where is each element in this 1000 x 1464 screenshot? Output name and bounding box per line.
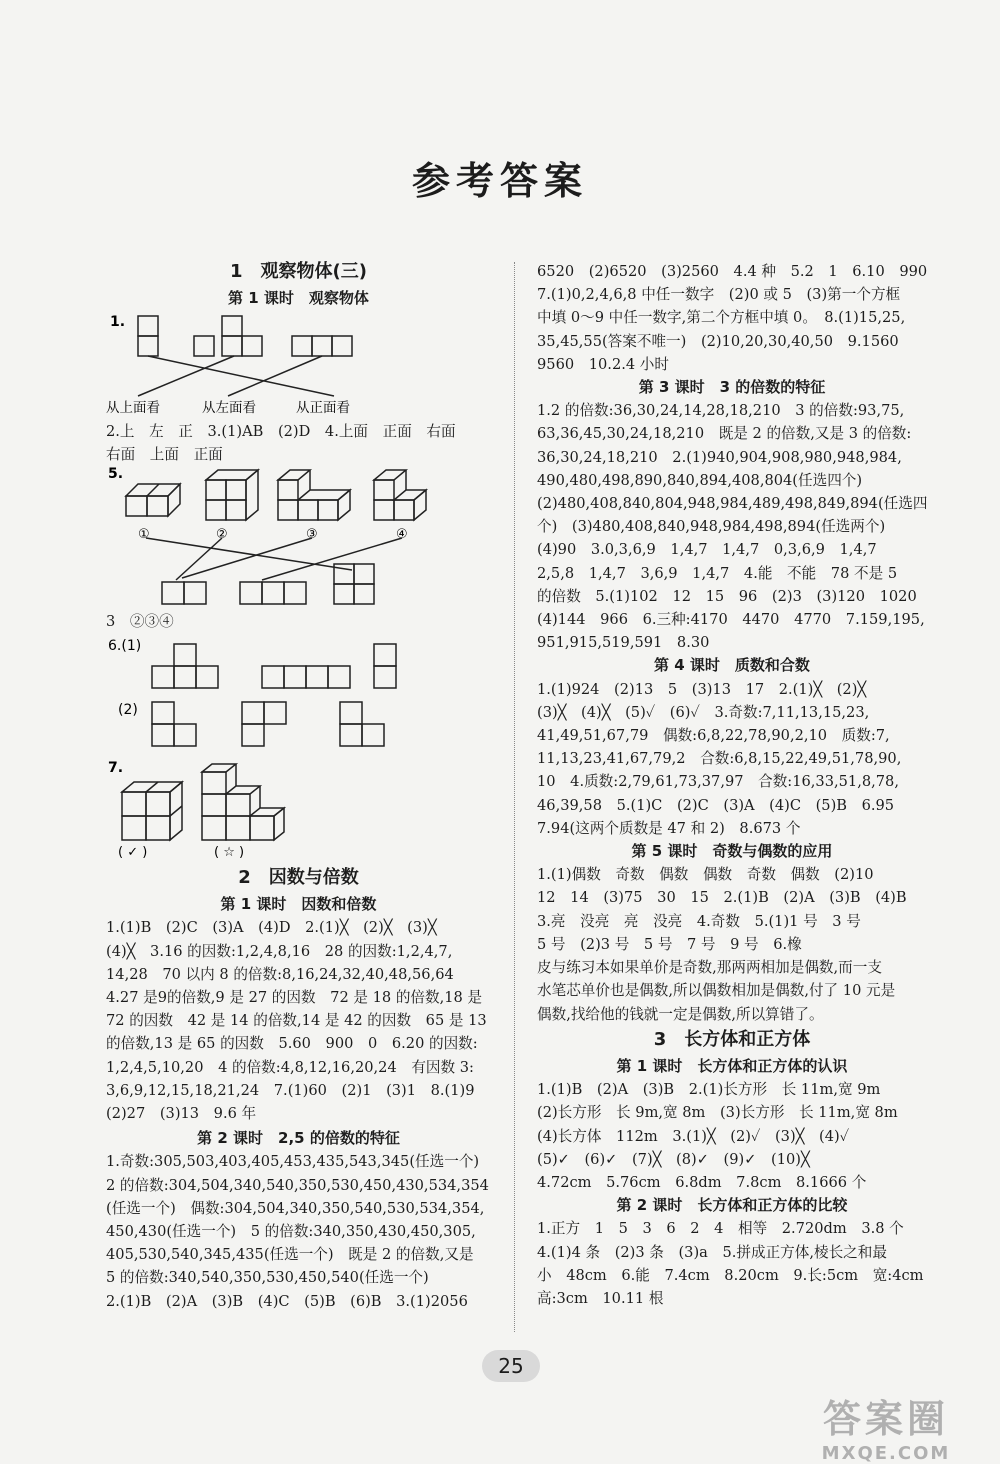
q1-square	[222, 336, 242, 356]
q5-match-line	[146, 538, 352, 570]
answer-line: (2)27 (3)13 9.6 年	[106, 1105, 257, 1123]
answer-line: 10 4.质数:2,79,61,73,37,97 合数:16,33,51,8,78,	[537, 773, 899, 791]
answer-line: 的倍数,13 是 65 的因数 5.60 900 0 6.20 的因数:	[106, 1035, 478, 1053]
answer-line: 4.27 是9的倍数,9 是 27 的因数 72 是 18 的倍数,18 是	[106, 989, 483, 1007]
answer-line: 中填 0～9 中任一数字,第二个方框中填 0。 8.(1)15,25,	[537, 309, 906, 327]
q6-figure	[106, 636, 506, 758]
answer-line: 7.94(这两个质数是 47 和 2) 8.673 个	[537, 819, 801, 837]
lesson-2-1-answers	[106, 916, 491, 1125]
q5-solid-1	[126, 484, 180, 516]
answer-line: (2)480,408,840,804,948,984,489,498,849,894(任选四	[537, 495, 927, 513]
q5-mark-4: ④	[396, 527, 408, 542]
answer-line: 63,36,45,30,24,18,210 既是 2 的倍数,又是 3 的倍数:	[537, 425, 912, 443]
answer-line: 490,480,498,890,840,894,408,804(任选四个)	[537, 471, 863, 489]
q6-view-1a	[152, 644, 218, 688]
answer-line: 2.上 左 正 3.(1)AB (2)D 4.上面 正面 右面	[106, 423, 456, 440]
answer-line: 皮与练习本如果单价是奇数,那两两相加是偶数,而一支	[537, 959, 882, 977]
answer-line: 11,13,23,41,67,79,2 合数:6,8,15,22,49,51,78,90,	[537, 750, 902, 768]
lesson-2-3-answers	[537, 399, 927, 654]
answer-line: 3.亮 没亮 亮 没亮 4.奇数 5.(1)1 号 3 号	[537, 912, 861, 930]
q1-match-line	[138, 356, 234, 396]
chapter-1-heading: 1 观察物体(三)	[230, 261, 367, 282]
q1-square	[194, 336, 214, 356]
continued-answers	[537, 260, 927, 376]
q5-number: 5.	[108, 466, 124, 482]
lesson-1-1-heading: 第 1 课时 观察物体	[228, 289, 369, 308]
q6-view-1b	[262, 666, 350, 688]
answer-line: 3 ②③④	[106, 613, 174, 630]
answer-line: 4.(1)4 条 (2)3 条 (3)a 5.拼成正方体,棱长之和最	[537, 1243, 887, 1261]
answer-line: 高:3cm 10.11 根	[537, 1289, 664, 1307]
left-column-bottom	[106, 864, 491, 1313]
answer-line: 偶数,找给他的钱就一定是偶数,所以算错了。	[537, 1005, 824, 1023]
answer-line: 1.(1)924 (2)13 5 (3)13 17 2.(1)╳ (2)╳	[537, 680, 867, 698]
q7-mark-1: ( ✓ )	[118, 845, 148, 860]
lesson-2-3-heading: 第 3 课时 3 的倍数的特征	[638, 378, 826, 397]
q1-square	[332, 336, 352, 356]
q5-view-2	[240, 582, 306, 604]
q6-view-2c	[340, 702, 384, 746]
watermark-url: MXQE.COM	[821, 1443, 951, 1464]
lesson-2-4-heading: 第 4 课时 质数和合数	[654, 656, 810, 675]
q1-square	[138, 316, 158, 336]
q1-label-left: 从左面看	[202, 400, 256, 416]
q1-square	[292, 336, 312, 356]
q5-match-line	[182, 538, 312, 578]
answer-line: 1.2 的倍数:36,30,24,14,28,18,210 3 的倍数:93,75,	[537, 402, 905, 420]
column-divider	[514, 262, 515, 1332]
answer-line: (2)长方形 长 9m,宽 8m (3)长方形 长 11m,宽 8m	[537, 1104, 898, 1122]
q6-view-2a	[152, 702, 196, 746]
lesson-2-4-answers	[537, 678, 927, 840]
q5-solid-4	[374, 470, 426, 520]
q5-mark-2: ②	[216, 527, 228, 542]
answer-line: 6520 (2)6520 (3)2560 4.4 种 5.2 1 6.10 990	[537, 263, 927, 280]
q5-view-3	[334, 564, 374, 604]
answer-line: 2 的倍数:304,504,340,540,350,530,450,430,534,354	[106, 1176, 489, 1194]
answer-line: 1.(1)B (2)C (3)A (4)D 2.(1)╳ (2)╳ (3)╳	[106, 919, 437, 937]
q1-square	[138, 336, 158, 356]
answer-line: 5 号 (2)3 号 5 号 7 号 9 号 6.橡	[537, 935, 802, 953]
page-number: 25	[482, 1350, 540, 1382]
q6-view-1c	[374, 644, 396, 688]
chapter-2-heading: 2 因数与倍数	[238, 867, 359, 888]
lesson-2-1-heading: 第 1 课时 因数和倍数	[220, 895, 377, 914]
answer-line: (4)144 966 6.三种:4170 4470 4770 7.159,195,	[537, 611, 925, 629]
answer-line: 右面 上面 正面	[106, 446, 223, 464]
page-title: 参考答案	[411, 159, 588, 203]
q7-figure	[106, 758, 506, 860]
q5-answer	[106, 610, 491, 633]
answer-line: 405,530,540,345,435(任选一个) 既是 2 的倍数,又是	[106, 1246, 474, 1264]
q5-view-1	[162, 582, 206, 604]
q5-mark-1: ①	[138, 527, 150, 542]
answer-line: 3,6,9,12,15,18,21,24 7.(1)60 (2)1 (3)1 8.(1)9	[106, 1081, 475, 1099]
lesson-2-5-heading: 第 5 课时 奇数与偶数的应用	[631, 842, 833, 861]
answer-line: 水笔芯单价也是偶数,所以偶数相加是偶数,付了 10 元是	[537, 982, 896, 1000]
q1-square	[242, 336, 262, 356]
q6-view-2b	[242, 702, 286, 746]
answer-line: (5)✓ (6)✓ (7)╳ (8)✓ (9)✓ (10)╳	[537, 1150, 810, 1168]
right-column	[537, 260, 927, 1310]
answer-line: 36,30,24,18,210 2.(1)940,904,908,980,948,984,	[537, 448, 902, 466]
q2-answers	[106, 420, 491, 466]
watermark-logo-text: 答案圈	[822, 1397, 949, 1441]
answer-line: 951,915,519,591 8.30	[537, 634, 710, 652]
answer-line: 12 14 (3)75 30 15 2.(1)B (2)A (3)B (4)B	[537, 889, 907, 907]
q1-square	[222, 316, 242, 336]
chapter-3-heading: 3 长方体和正方体	[653, 1028, 811, 1050]
q7-mark-2: ( ☆ )	[214, 845, 245, 860]
q5-solid-3	[278, 470, 350, 520]
answer-line: 46,39,58 5.(1)C (2)C (3)A (4)C (5)B 6.95	[537, 796, 895, 814]
lesson-3-1-answers	[537, 1078, 927, 1194]
lesson-2-5-answers	[537, 863, 927, 1025]
q7-solid-1	[122, 782, 182, 840]
answer-line: 450,430(任选一个) 5 的倍数:340,350,430,450,305,	[106, 1223, 476, 1241]
answer-line: 1.奇数:305,503,403,405,453,435,543,345(任选一个)	[106, 1153, 480, 1171]
answer-line: (4)长方体 112m 3.(1)╳ (2)✓ (3)╳ (4)✓	[537, 1127, 850, 1145]
answer-line: 小 48cm 6.能 7.4cm 8.20cm 9.长:5cm 宽:4cm	[537, 1266, 924, 1284]
lesson-2-2-heading: 第 2 课时 2,5 的倍数的特征	[197, 1129, 400, 1148]
q5-figure	[106, 466, 506, 628]
lesson-3-2-heading: 第 2 课时 长方体和正方体的比较	[616, 1196, 848, 1215]
answer-line: 1,2,4,5,10,20 4 的倍数:4,8,12,16,20,24 有因数 3:	[106, 1058, 474, 1076]
answer-line: 41,49,51,67,79 偶数:6,8,22,78,90,2,10 质数:7,	[537, 727, 890, 745]
lesson-3-1-heading: 第 1 课时 长方体和正方体的认识	[616, 1056, 848, 1075]
answer-line: 2.(1)B (2)A (3)B (4)C (5)B (6)B 3.(1)2056	[106, 1292, 468, 1310]
answer-line: 1.(1)B (2)A (3)B 2.(1)长方形 长 11m,宽 9m	[537, 1081, 881, 1099]
answer-line: (任选一个) 偶数:304,504,340,350,540,530,534,354,	[106, 1199, 485, 1217]
q1-label-front: 从正面看	[296, 400, 350, 416]
q1-square	[312, 336, 332, 356]
answer-line: 72 的因数 42 是 14 的倍数,14 是 42 的因数 65 是 13	[106, 1012, 487, 1030]
answer-line: 7.(1)0,2,4,6,8 中任一数字 (2)0 或 5 (3)第一个方框	[537, 286, 901, 304]
answer-line: 35,45,55(答案不唯一) (2)10,20,30,40,50 9.1560	[537, 332, 899, 350]
q1-label-top: 从上面看	[106, 400, 160, 416]
answer-line: (3)╳ (4)╳ (5)✓ (6)✓ 3.奇数:7,11,13,15,23,	[537, 703, 870, 721]
q7-solid-2	[202, 764, 284, 840]
q6-label-1: 6.(1)	[108, 638, 142, 654]
answer-line: 4.72cm 5.76cm 6.8dm 7.8cm 8.1666 个	[537, 1173, 867, 1191]
lesson-2-2-answers	[106, 1150, 491, 1312]
answer-line: (4)90 3.0,3,6,9 1,4,7 1,4,7 0,3,6,9 1,4,7	[537, 541, 877, 559]
lesson-3-2-answers	[537, 1217, 927, 1310]
q6-label-2: (2)	[118, 702, 138, 718]
answer-line: 5 的倍数:340,540,350,530,450,540(任选一个)	[106, 1269, 429, 1287]
watermark	[786, 1388, 986, 1464]
answer-line: 个) (3)480,408,840,948,984,498,894(任选两个)	[537, 518, 886, 536]
q7-number: 7.	[108, 760, 124, 776]
q5-solid-2	[206, 470, 258, 520]
answer-line: 1.(1)偶数 奇数 偶数 偶数 奇数 偶数 (2)10	[537, 866, 874, 884]
answer-line: 1.正方 1 5 3 6 2 4 相等 2.720dm 3.8 个	[537, 1220, 904, 1238]
left-column-top	[106, 258, 491, 310]
q1-figure	[106, 312, 506, 422]
q1-number: 1.	[110, 314, 126, 330]
answer-line: 2,5,8 1,4,7 3,6,9 1,4,7 4.能 不能 78 不是 5	[537, 564, 898, 582]
answer-line: 9560 10.2.4 小时	[537, 355, 669, 373]
answer-line: (4)╳ 3.16 的因数:1,2,4,8,16 28 的因数:1,2,4,7,	[106, 942, 453, 960]
answer-line: 的倍数 5.(1)102 12 15 96 (2)3 (3)120 1020	[537, 587, 917, 605]
answer-line: 14,28 70 以内 8 的倍数:8,16,24,32,40,48,56,64	[106, 965, 454, 983]
q5-mark-3: ③	[306, 527, 318, 542]
